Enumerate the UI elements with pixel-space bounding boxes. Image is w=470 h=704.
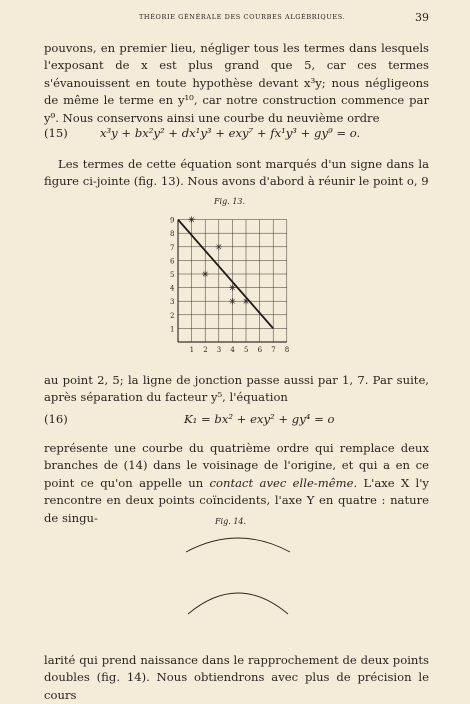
y-tick-label: 3 — [170, 298, 175, 307]
page-number: 39 — [415, 11, 429, 24]
y-tick-label: 9 — [170, 216, 175, 225]
paragraph-2 — [44, 156, 429, 191]
y-tick-label: 2 — [170, 311, 175, 320]
y-tick-label: 6 — [170, 257, 175, 266]
paragraph-5-text: larité qui prend naissance dans le rapprochement de deux points doubles (fig. 14). Nous obtiendrons avec plus de précision le cours — [44, 653, 429, 702]
page-header — [44, 13, 429, 27]
paragraph-2-text: Les termes de cette équation sont marqués d'un signe dans la figure ci-jointe (fig. 13). Nous avons d'abord à réunir le point o, 9 — [44, 157, 429, 189]
paragraph-1 — [44, 40, 429, 127]
figure-14-caption: Fig. 14. — [215, 517, 247, 526]
x-tick-label: 3 — [216, 346, 222, 354]
paragraph-4 — [44, 440, 429, 527]
equation-15-body: x³y + bx²y² + dx¹y³ + exy⁷ + fx¹y³ + gy⁹ = o. — [100, 126, 361, 140]
paragraph-3-text: au point 2, 5; la ligne de jonction passe aussi par 1, 7. Par suite, après séparation du facteur y⁵, l'équation — [44, 373, 429, 405]
y-tick-label: 1 — [170, 325, 175, 334]
y-tick-label: 5 — [170, 271, 175, 279]
y-tick-label: 4 — [170, 284, 175, 293]
paragraph-3 — [44, 372, 429, 407]
paragraph-5 — [44, 652, 429, 704]
figure-13 — [160, 214, 310, 360]
figure-13-caption: Fig. 13. — [214, 197, 246, 206]
equation-16 — [44, 412, 429, 430]
running-title: THÉORIE GÉNÉRALE DES COURBES ALGÉBRIQUES. — [139, 13, 346, 21]
equation-16-body: K₁ = bx² + exy² + gy⁴ = o — [184, 412, 335, 426]
paragraph-4-part-b: . L'axe X l'y rencontre en deux points coïncidents, l'axe Y en quatre : nature de singu- — [44, 475, 429, 525]
figure-14-lower-branch — [188, 593, 288, 614]
paragraph-4-part-a: représente une courbe du quatrième ordre qui remplace deux branches de (14) dans le voisinage de l'origine, et qui a en ce point ce qu'on appelle un — [44, 441, 429, 490]
figure-14 — [178, 530, 298, 620]
paragraph-1-text: pouvons, en premier lieu, négliger tous les termes dans lesquels l'exposant de x est plus grand que 5, car ces termes s'évanouissent en toute hypothèse devant x³y; nous négligeons de même le terme en y¹⁰, car notre construction commence par y⁹. Nous conservons ainsi une courbe du neuvième ordre — [44, 41, 429, 125]
x-tick-label: 4 — [230, 346, 235, 354]
figure-14-upper-branch — [186, 538, 290, 552]
equation-15 — [44, 126, 429, 144]
x-tick-label: 2 — [203, 346, 208, 354]
y-tick-label: 7 — [170, 243, 175, 252]
y-tick-label: 8 — [170, 230, 175, 239]
equation-16-number: (16) — [44, 412, 68, 426]
paragraph-4-emphasis: contact avec elle-même — [209, 475, 354, 490]
x-tick-label: 6 — [257, 346, 263, 354]
x-tick-label: 1 — [189, 346, 195, 354]
paragraph-4-text — [44, 440, 429, 527]
equation-15-number: (15) — [44, 126, 68, 140]
x-tick-label: 8 — [284, 346, 290, 354]
x-tick-label: 7 — [271, 346, 276, 354]
x-tick-label: 5 — [244, 346, 249, 354]
figure-13-labels — [170, 217, 289, 354]
